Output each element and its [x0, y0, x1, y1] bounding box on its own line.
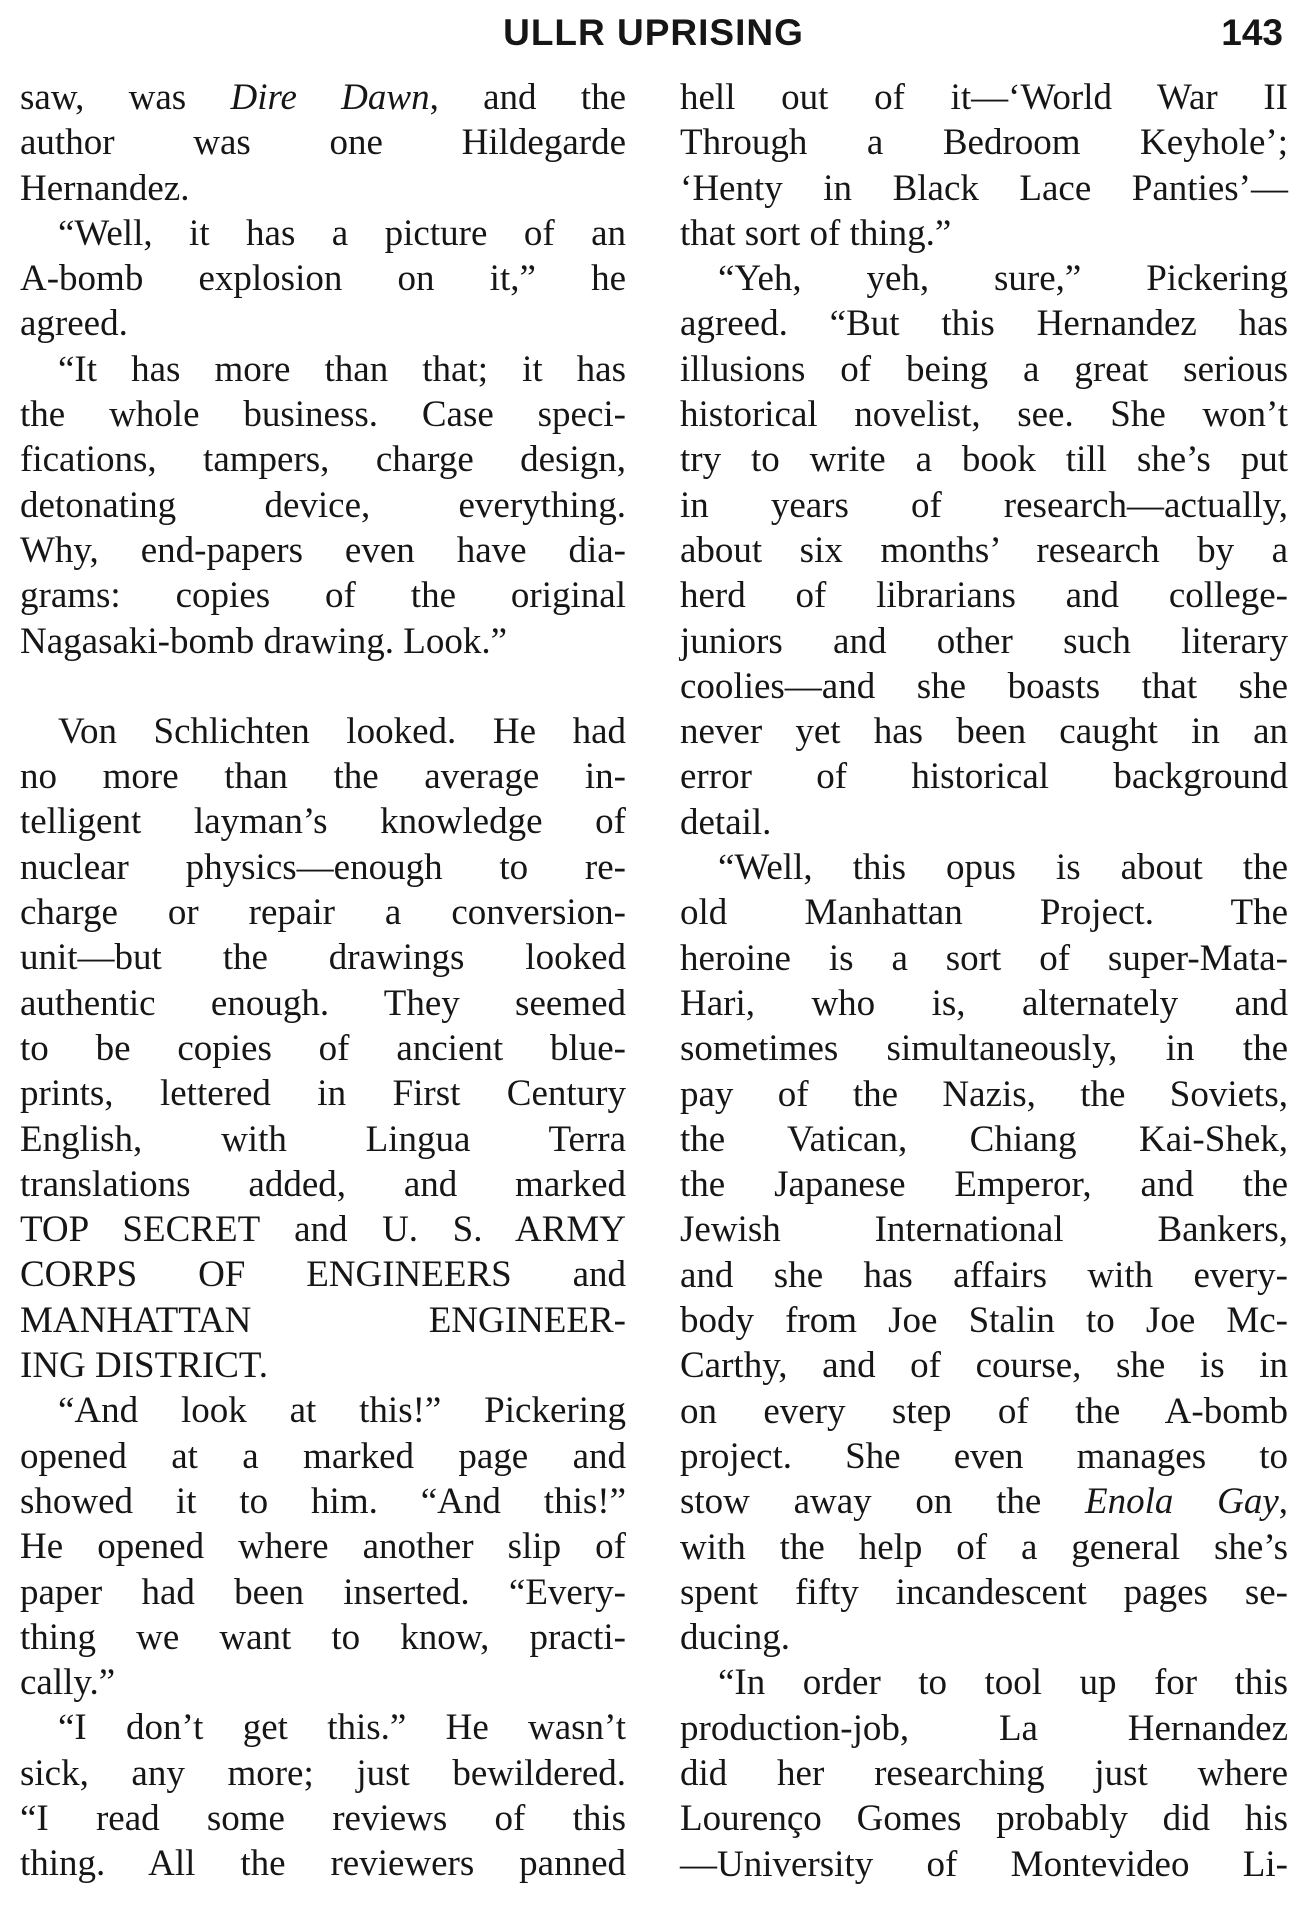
text-line: Hari, who is, alternately and — [680, 982, 1288, 1024]
running-header — [0, 8, 1307, 58]
text-line: error of historical background — [680, 756, 1288, 798]
text-line: Lourenço Gomes probably did his — [680, 1798, 1288, 1840]
text-line: old Manhattan Project. The — [680, 892, 1288, 934]
text-line: stow away on the Enola Gay, — [680, 1481, 1288, 1523]
text-line: CORPS OF ENGINEERS and — [20, 1254, 626, 1296]
text-line: MANHATTAN ENGINEER- — [20, 1299, 626, 1341]
text-line: to be copies of ancient blue- — [20, 1027, 626, 1069]
text-line: prints, lettered in First Century — [20, 1073, 626, 1115]
text-line: paper had been inserted. “Every- — [20, 1571, 626, 1613]
text-line: thing we want to know, practi- — [20, 1616, 626, 1658]
text-line: showed it to him. “And this!” — [20, 1480, 626, 1522]
italic-title: Enola Gay — [1085, 1481, 1279, 1523]
text-line: the whole business. Case speci- — [20, 394, 626, 436]
left-column — [20, 75, 626, 1887]
text-line: detonating device, everything. — [20, 484, 626, 526]
text-line: opened at a marked page and — [20, 1435, 626, 1477]
text-line: translations added, and marked — [20, 1163, 626, 1205]
text-line: Why, end-papers even have dia- — [20, 529, 626, 571]
text-line: agreed. — [20, 303, 128, 345]
text-line: never yet has been caught in an — [680, 711, 1288, 753]
text-line: A-bomb explosion on it,” he — [20, 258, 626, 300]
text-line: “Well, it has a picture of an — [58, 212, 626, 254]
text-line: with the help of a general she’s — [680, 1526, 1288, 1568]
text-line: herd of librarians and college- — [680, 575, 1288, 617]
text-line: did her researching just where — [680, 1752, 1288, 1794]
text-line: Through a Bedroom Keyhole’; — [680, 122, 1288, 164]
text-line: in years of research—actually, — [680, 484, 1288, 526]
text-line: sick, any more; just bewildered. — [20, 1752, 626, 1794]
text-line: “I read some reviews of this — [20, 1797, 626, 1839]
text-line: juniors and other such literary — [680, 620, 1288, 662]
text-line: —University of Montevideo Li- — [680, 1843, 1288, 1885]
text-line: charge or repair a conversion- — [20, 892, 626, 934]
text-line: heroine is a sort of super-Mata- — [680, 937, 1288, 979]
text-line: detail. — [680, 801, 772, 843]
text-line: and she has affairs with every- — [680, 1254, 1288, 1296]
text-line: historical novelist, see. She won’t — [680, 394, 1288, 436]
text-line: fications, tampers, charge design, — [20, 439, 626, 481]
text-line: the Vatican, Chiang Kai-Shek, — [680, 1118, 1288, 1160]
text-line: project. She even manages to — [680, 1435, 1288, 1477]
text-line: nuclear physics—enough to re- — [20, 846, 626, 888]
text-line: that sort of thing.” — [680, 212, 952, 254]
text-line: Carthy, and of course, she is in — [680, 1345, 1288, 1387]
text-line: cally.” — [20, 1662, 116, 1704]
text-line: unit—but the drawings looked — [20, 937, 626, 979]
running-title: ULLR UPRISING — [503, 12, 804, 53]
page-number: 143 — [1221, 12, 1283, 53]
text-line: “And look at this!” Pickering — [58, 1390, 626, 1432]
text-line: thing. All the reviewers panned — [20, 1843, 626, 1885]
text-line: no more than the average in- — [20, 756, 626, 798]
text-line: “In order to tool up for this — [718, 1662, 1288, 1704]
text-line: coolies—and she boasts that she — [680, 665, 1288, 707]
text-line: the Japanese Emperor, and the — [680, 1164, 1288, 1206]
text-line: “Yeh, yeh, sure,” Pickering — [718, 258, 1288, 300]
text-line: Jewish International Bankers, — [680, 1209, 1288, 1251]
text-line: ducing. — [680, 1617, 790, 1659]
text-line: agreed. “But this Hernandez has — [680, 303, 1288, 345]
text-line: “It has more than that; it has — [58, 348, 626, 390]
text-line: saw, was Dire Dawn, and the — [20, 77, 626, 118]
text-line: spent fifty incandescent pages se- — [680, 1571, 1288, 1613]
text-line: TOP SECRET and U. S. ARMY — [20, 1209, 626, 1251]
text-line: telligent layman’s knowledge of — [20, 801, 626, 843]
right-column — [680, 75, 1288, 1887]
text-line: try to write a book till she’s put — [680, 439, 1288, 481]
text-line: He opened where another slip of — [20, 1526, 626, 1568]
text-line: about six months’ research by a — [680, 529, 1288, 571]
text-line: ‘Henty in Black Lace Panties’— — [680, 167, 1288, 209]
text-line: Von Schlichten looked. He had — [58, 710, 626, 752]
italic-title: Dire Dawn — [230, 77, 430, 118]
text-line: ING DISTRICT. — [20, 1345, 269, 1387]
text-line: author was one Hildegarde — [20, 122, 626, 164]
text-line: production-job, La Hernandez — [680, 1707, 1288, 1749]
text-line: Nagasaki-bomb drawing. Look.” — [20, 620, 508, 662]
text-line: hell out of it—‘World War II — [680, 77, 1288, 118]
text-line: pay of the Nazis, the Soviets, — [680, 1073, 1288, 1115]
text-line: Hernandez. — [20, 167, 190, 209]
text-line: body from Joe Stalin to Joe Mc- — [680, 1300, 1288, 1342]
text-line: sometimes simultaneously, in the — [680, 1028, 1288, 1070]
text-line: English, with Lingua Terra — [20, 1118, 626, 1160]
text-line: “I don’t get this.” He wasn’t — [58, 1707, 626, 1749]
text-line: “Well, this opus is about the — [718, 847, 1288, 889]
text-line: illusions of being a great serious — [680, 348, 1288, 390]
text-line: on every step of the A-bomb — [680, 1390, 1288, 1432]
text-line: grams: copies of the original — [20, 575, 626, 617]
text-line: authentic enough. They seemed — [20, 982, 626, 1024]
